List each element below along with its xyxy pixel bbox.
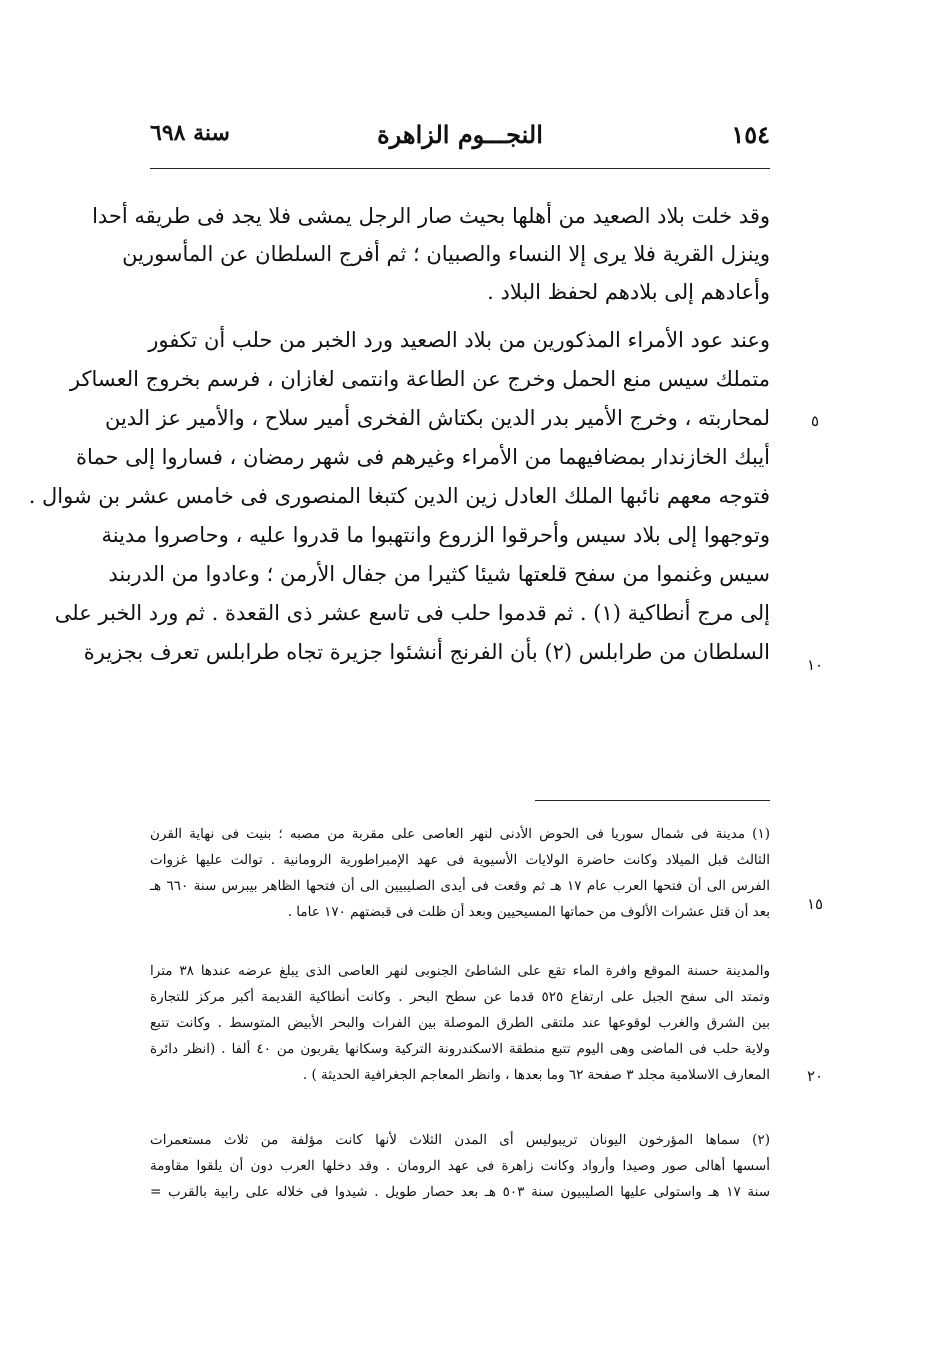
text-line: وقد خلت بلاد الصعيد من أهلها بحيث صار الرجل يمشى فلا يجد فى طريقه أحدا	[92, 204, 770, 228]
text-line: سيس وغنموا من سفح قلعتها شيئا كثيرا من جفال الأرمن ؛ وعادوا من الدربند	[108, 562, 770, 586]
line-number-10: ١٠	[806, 656, 824, 674]
footnote-2	[150, 1131, 770, 1201]
text-line: وعند عود الأمراء المذكورين من بلاد الصعيد ورد الخبر من حلب أن تكفور	[148, 328, 770, 352]
header-rule	[150, 168, 770, 169]
footnote-line: المعارف الاسلامية مجلد ٣ صفحة ٦٢ وما بعدها ، وانظر المعاجم الجغرافية الحديثة ) .	[302, 1067, 770, 1083]
text-line: متملك سيس منع الحمل وخرج عن الطاعة وانتمى لغازان ، فرسم بخروج العساكر	[69, 367, 770, 391]
footnote-rule	[535, 800, 770, 801]
footnote-line: وتمتد الى سفح الجبل على ارتفاع ٥٢٥ قدما عن سطح البحر . وكانت أنطاكية القديمة أكبر مركز للتجارة	[150, 989, 770, 1005]
running-header	[150, 120, 770, 160]
footnote-line: بين الشرق والغرب لوقوعها عند ملتقى الطرق الموصلة بين الفرات والبحر الأبيض المتوسط . وكانت تتبع	[150, 1015, 770, 1031]
footnote-1	[150, 825, 770, 921]
line-number-20: ٢٠	[806, 1067, 824, 1085]
footnote-line: ولاية حلب فى الماضى وهى اليوم تتبع منطقة الاسكندرونة التركية وسكانها يقربون من ٤٠ ألفا . (انظر دائرة	[150, 1041, 770, 1057]
text-line: وينزل القرية فلا يرى إلا النساء والصبيان ؛ ثم أفرج السلطان عن المأسورين	[122, 242, 770, 266]
page-number: ١٥٤	[731, 120, 770, 149]
text-line: وأعادهم إلى بلادهم لحفظ البلاد .	[487, 280, 770, 304]
text-line: السلطان من طرابلس (٢) بأن الفرنج أنشئوا جزيرة تجاه طرابلس تعرف بجزيرة	[83, 640, 770, 664]
line-number-15: ١٥	[806, 895, 824, 913]
text-line: إلى مرج أنطاكية (١) . ثم قدموا حلب فى تاسع عشر ذى القعدة . ثم ورد الخبر على	[54, 601, 770, 625]
footnote-line: (١) مدينة فى شمال سوريا فى الحوض الأدنى لنهر العاصى على مقربة من مصبه ؛ بنيت فى نهاية القرن	[150, 826, 770, 842]
text-line: وتوجهوا إلى بلاد سيس وأحرقوا الزروع وانتهبوا ما قدروا عليه ، وحاصروا مدينة	[101, 523, 770, 547]
footnote-line: بعد أن قتل عشرات الألوف من حماتها المسيحيين وبعد أن ظلت فى قبضتهم ١٧٠ عاما .	[287, 904, 770, 920]
paragraph-2	[28, 326, 770, 666]
footnote-line: الفرس الى أن فتحها العرب عام ١٧ هـ ثم وقعت فى أيدى الصليبيين الى أن فتحها الظاهر بيبرس سنة ٦٦٠ هـ	[150, 878, 770, 894]
footnote-1-continued	[150, 962, 770, 1084]
main-text	[28, 190, 770, 666]
text-line: لمحاربته ، وخرج الأمير بدر الدين بكتاش الفخرى أمير سلاح ، والأمير عز الدين	[104, 406, 770, 430]
footnote-line: والمدينة حسنة الموقع وافرة الماء تقع على الشاطئ الجنوبى لنهر العاصى الذى يبلغ عرضه عندها ٣٨ مترا	[150, 963, 770, 979]
footnote-line: سنة ١٧ هـ واستولى عليها الصليبيون سنة ٥٠٣ هـ بعد حصار طويل . شيدوا فى خلاله على رابية بالقرب =	[150, 1184, 771, 1200]
paragraph-1	[92, 202, 770, 306]
year-label: سنة ٦٩٨	[150, 120, 230, 146]
footnote-line: الثالث قبل الميلاد وكانت حاضرة الولايات الأسيوية فى عهد الإمبراطورية الرومانية . توالت عليها غزوات	[150, 852, 770, 868]
book-title: النجـــوم الزاهرة	[377, 120, 543, 149]
footnote-line: أسسها أهالى صور وصيدا وأرواد وكانت زاهرة فى عهد الرومان . وقد دخلها العرب دون أن يلقوا مقاومة	[150, 1158, 770, 1174]
text-line: فتوجه معهم نائبها الملك العادل زين الدين كتبغا المنصورى فى خامس عشر بن شوال .	[28, 484, 770, 508]
line-number-5: ٥	[810, 412, 820, 430]
footnote-line: (٢) سماها المؤرخون اليونان تريبوليس أى المدن الثلاث لأنها كانت مؤلفة من ثلاث مستعمرات	[150, 1132, 770, 1148]
text-line: أيبك الخازندار بمضافيهما من الأمراء وغيرهم فى شهر رمضان ، فساروا إلى حماة	[75, 445, 770, 469]
